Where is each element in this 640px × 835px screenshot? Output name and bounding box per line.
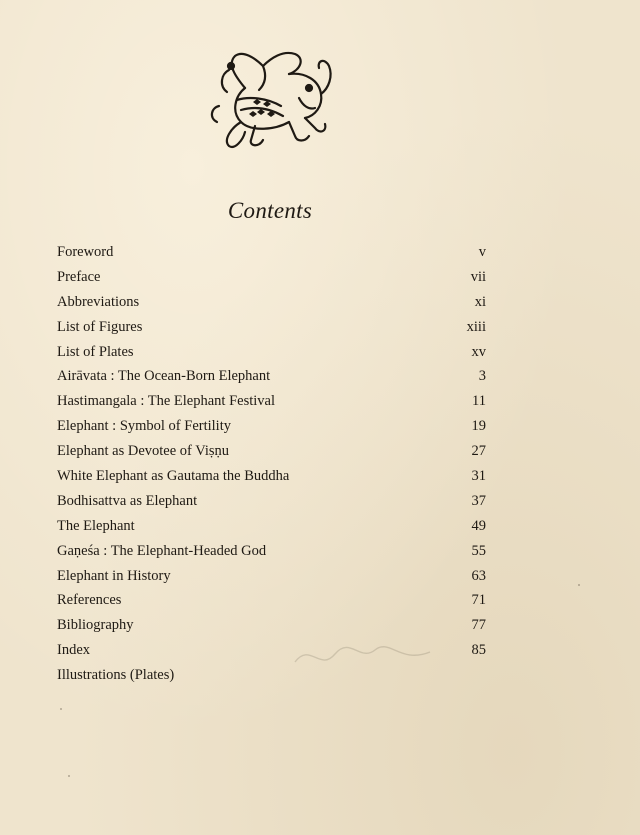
toc-entry-label: List of Plates [57,343,134,360]
toc-entry-page: 63 [471,567,486,584]
toc-entry-page: 71 [471,592,486,609]
toc-entry-label: Hastimangala : The Elephant Festival [57,393,275,410]
toc-entry-label: Airāvata : The Ocean-Born Elephant [57,368,271,385]
paper-speck [60,708,62,710]
page-title: Contents [227,198,313,223]
toc-entry-label: References [57,592,122,609]
table-of-contents [57,244,486,692]
paper-speck [578,584,580,586]
toc-entry-label: Elephant as Devotee of Viṣṇu [57,443,230,460]
toc-entry-label: The Elephant [57,517,135,534]
toc-entry-page: 49 [471,517,486,534]
toc-entry-references[interactable] [57,592,486,617]
toc-entry-page: 77 [471,617,486,634]
toc-entry-ganesa[interactable] [57,543,486,568]
elephant-makara-emblem-icon [205,36,345,156]
toc-entry-bodhisattva[interactable] [57,493,486,518]
toc-entry-page: v [478,244,486,260]
toc-entry-list-of-plates[interactable] [57,344,486,369]
toc-entry-label: Preface [57,268,101,285]
toc-entry-page: 37 [471,492,486,509]
toc-entry-page: 19 [471,418,486,435]
toc-entry-label: Elephant in History [57,567,171,584]
toc-entry-abbreviations[interactable] [57,294,486,319]
toc-entry-symbol-of-fertility[interactable] [57,418,486,443]
toc-entry-airavata[interactable] [57,368,486,393]
toc-entry-bibliography[interactable] [57,617,486,642]
toc-entry-label: Gaṇeśa : The Elephant-Headed God [57,542,267,559]
toc-entry-label: Foreword [57,244,114,260]
toc-entry-illustrations[interactable] [57,667,486,692]
toc-entry-page: xi [474,293,486,310]
toc-entry-white-elephant[interactable] [57,468,486,493]
toc-entry-page: 55 [471,542,486,559]
toc-entry-label: List of Figures [57,318,143,335]
toc-entry-list-of-figures[interactable] [57,319,486,344]
toc-entry-preface[interactable] [57,269,486,294]
toc-entry-page: xv [471,343,486,360]
toc-entry-label: Elephant : Symbol of Fertility [57,418,231,435]
toc-entry-page: 31 [471,468,486,485]
toc-entry-page: 27 [471,443,486,460]
toc-entry-page: 3 [478,368,486,385]
toc-entry-index[interactable] [57,642,486,667]
toc-entry-page: 85 [471,642,486,659]
toc-entry-page: xiii [466,318,486,335]
toc-entry-the-elephant[interactable] [57,518,486,543]
toc-entry-label: White Elephant as Gautama the Buddha [57,468,290,485]
toc-entry-label: Illustrations (Plates) [57,667,175,684]
toc-entry-elephant-in-history[interactable] [57,568,486,593]
toc-entry-label: Bibliography [57,617,134,634]
toc-entry-hastimangala[interactable] [57,393,486,418]
paper-speck [68,775,70,777]
toc-entry-label: Bodhisattva as Elephant [57,492,198,509]
toc-entry-foreword[interactable] [57,244,486,269]
toc-entry-page: 11 [472,393,486,410]
toc-entry-label: Index [57,642,91,659]
toc-entry-devotee-of-visnu[interactable] [57,443,486,468]
toc-entry-label: Abbreviations [57,293,140,310]
toc-entry-page: vii [470,268,486,285]
